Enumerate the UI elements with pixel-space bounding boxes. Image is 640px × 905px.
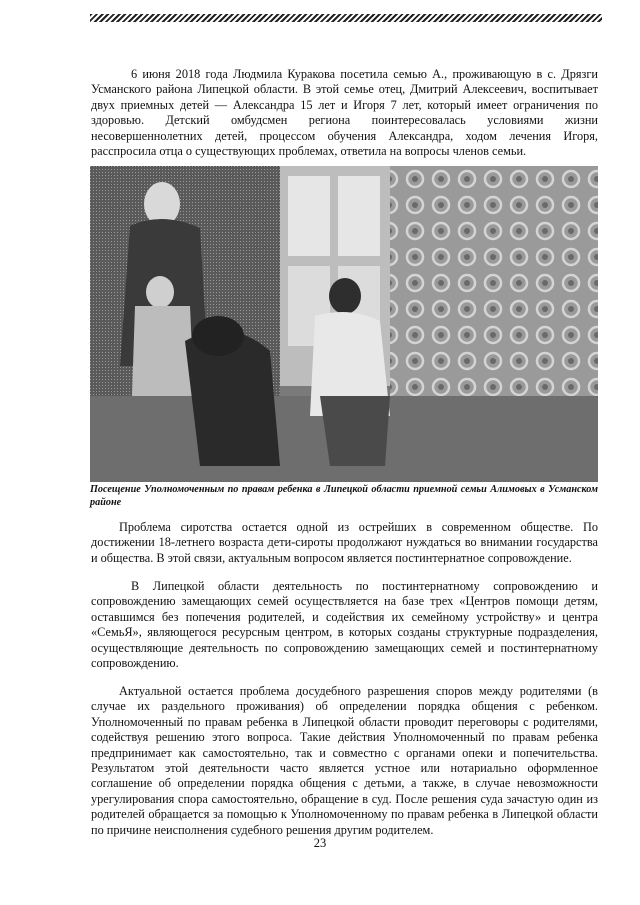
photo-caption: Посещение Уполномоченным по правам ребенка в Липецкой области приемной семьи Алимовых в Усманском районе [90,484,598,508]
paragraph-orphanhood: Проблема сиротства остается одной из острейших в современном обществе. По достижении 18-летнего возраста дети-сироты продолжают нуждаться во внимании государства и общества. В этой связи, актуальным вопросом является постинтернатное сопровождение. [91,520,598,565]
paragraph-disputes: Актуальной остается проблема досудебного разрешения споров между родителями (в случае их раздельного проживания) об определении порядка общения с ребенком. Уполномоченный по правам ребенка в Липецкой области проводит переговоры с родителями, содействуя решению этого вопроса. Такие действия Уполномоченный по правам ребенка предпринимает как самостоятельно, так и совместно с органами опеки и попечительства. Результатом этой деятельности часто является устное или нотариально оформленное соглашение об определении порядка общения с детьми, а также, в случае невозможности урегулирования спора самостоятельно, обращение в суд. После решения суда зачастую один из родителей обращается за помощью к Уполномоченному по правам ребенка в Липецкой области по причине неисполнения судебного решения другим родителем. [91,684,598,837]
paragraph-visit: 6 июня 2018 года Людмила Куракова посетила семью А., проживающую в с. Дрязги Усманского района Липецкой области. В этой семье отец, Дмитрий Алексеевич, воспитывает двух приемных детей — Александра 15 лет и Игоря 7 лет, который имеет ограничения по здоровью. Детский омбудсмен региона поинтересовалась условиями жизни несовершеннолетних детей, процессом обучения Александра, ходом лечения Игоря, расспросила отца о существующих проблемах, ответила на вопросы членов семьи. [91,67,598,159]
header-rule [90,14,602,22]
family-visit-photo [90,166,598,482]
paragraph-support: В Липецкой области деятельность по постинтернатному сопровождению и сопровождению замещающих семей осуществляется на базе трех «Центров помощи детям, оставшимся без попечения родителей, и содействия их семейному устройству» и центра «СемьЯ», являющегося ресурсным центром, в которых созданы структурные подразделения, осуществляющие деятельность по сопровождению замещающих семей и постинтернатному сопровождению. [91,579,598,671]
page-number: 23 [313,836,327,850]
